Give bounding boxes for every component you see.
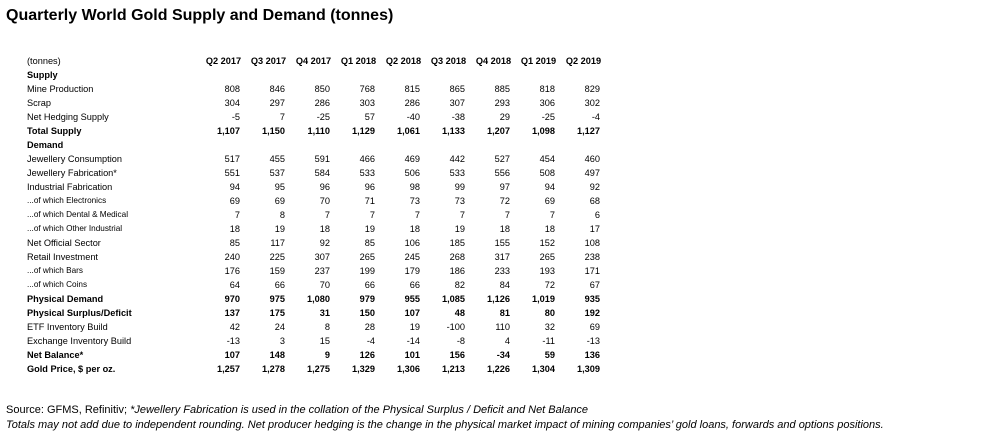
table-cell: 238: [584, 252, 600, 262]
table-cell: 454: [539, 154, 555, 164]
row-label: ...of which Dental & Medical: [27, 210, 129, 219]
table-cell: 71: [364, 196, 375, 206]
table-cell: 7: [414, 210, 420, 220]
table-cell: 107: [224, 350, 240, 360]
table-row: [27, 334, 606, 348]
table-cell: 1,257: [217, 364, 240, 374]
page-title: Quarterly World Gold Supply and Demand (tonnes): [6, 7, 394, 24]
table-cell: 1,213: [442, 364, 465, 374]
table-cell: 1,207: [487, 126, 510, 136]
table-cell: 150: [359, 308, 375, 318]
row-label: Exchange Inventory Build: [27, 336, 132, 346]
table-cell: 268: [449, 252, 465, 262]
table-row: [27, 180, 606, 194]
table-cell: 85: [229, 238, 240, 248]
table-cell: 846: [269, 84, 285, 94]
table-cell: 92: [319, 238, 330, 248]
table-cell: 96: [364, 182, 375, 192]
totals-note: Totals may not add due to independent rounding. Net producer hedging is the change in the physical market impact of mining companies’ gold loans, forwards and options positions.: [6, 419, 884, 431]
table-cell: 306: [539, 98, 555, 108]
table-cell: 4: [504, 336, 510, 346]
units-label: (tonnes): [27, 56, 61, 66]
row-label: Retail Investment: [27, 252, 98, 262]
table-cell: 67: [589, 280, 600, 290]
table-cell: 808: [224, 84, 240, 94]
table-cell: 94: [229, 182, 240, 192]
table-cell: 99: [454, 182, 465, 192]
table-cell: 286: [314, 98, 330, 108]
table-cell: -25: [541, 112, 555, 122]
column-header: Q1 2019: [520, 56, 557, 66]
table-cell: 317: [494, 252, 510, 262]
table-row: [27, 152, 606, 166]
row-label: ...of which Electronics: [27, 196, 107, 205]
table-cell: 108: [584, 238, 600, 248]
column-header: Q3 2017: [250, 56, 287, 66]
table-cell: 159: [269, 266, 285, 276]
table-cell: 293: [494, 98, 510, 108]
table-cell: [381, 138, 426, 152]
table-cell: 9: [324, 350, 330, 360]
table-cell: 7: [459, 210, 465, 220]
table-cell: 18: [229, 224, 240, 234]
source-prefix: Source: GFMS, Refinitiv;: [6, 404, 131, 416]
table-cell: 107: [404, 308, 420, 318]
table-cell: 68: [589, 196, 600, 206]
column-header: Q4 2017: [295, 56, 332, 66]
table-row: [27, 166, 606, 180]
table-cell: 19: [274, 224, 285, 234]
table-cell: 975: [269, 294, 285, 304]
table-cell: 850: [314, 84, 330, 94]
table-cell: [426, 68, 471, 82]
table-cell: 179: [404, 266, 420, 276]
table-cell: 551: [224, 168, 240, 178]
source-note: [6, 404, 588, 416]
table-cell: 1,127: [577, 126, 600, 136]
table-row: [27, 320, 606, 334]
table-cell: 66: [274, 280, 285, 290]
table-cell: [516, 68, 561, 82]
column-header: Q1 2018: [340, 56, 377, 66]
table-cell: 69: [544, 196, 555, 206]
table-cell: 29: [499, 112, 510, 122]
table-row: [27, 222, 606, 236]
table-cell: [201, 68, 246, 82]
row-label: Total Supply: [27, 126, 82, 136]
table-cell: 1,085: [442, 294, 465, 304]
table-row: [27, 264, 606, 278]
table-cell: 7: [549, 210, 555, 220]
table-cell: 59: [544, 350, 555, 360]
table-cell: 18: [544, 224, 555, 234]
table-cell: 466: [359, 154, 375, 164]
row-label: Supply: [27, 70, 58, 80]
table-cell: [201, 138, 246, 152]
table-cell: 7: [324, 210, 330, 220]
table-cell: 979: [359, 294, 375, 304]
table-cell: [381, 68, 426, 82]
table-cell: [246, 138, 291, 152]
table-cell: [246, 68, 291, 82]
table-cell: 497: [584, 168, 600, 178]
table-cell: 591: [314, 154, 330, 164]
table-cell: 829: [584, 84, 600, 94]
table-row: [27, 124, 606, 138]
table-cell: [471, 68, 516, 82]
table-cell: 885: [494, 84, 510, 94]
table-cell: 156: [449, 350, 465, 360]
table-cell: 1,275: [307, 364, 330, 374]
table-cell: 69: [589, 322, 600, 332]
table-row: [27, 236, 606, 250]
table-cell: 970: [224, 294, 240, 304]
jewellery-footnote: *Jewellery Fabrication is used in the collation of the Physical Surplus / Deficit and Net Balance: [130, 404, 589, 416]
table-cell: 69: [274, 196, 285, 206]
table-cell: 460: [584, 154, 600, 164]
table-cell: 303: [359, 98, 375, 108]
table-cell: 152: [539, 238, 555, 248]
table-cell: 110: [495, 322, 510, 332]
table-cell: 171: [584, 266, 600, 276]
table-cell: 955: [404, 294, 420, 304]
table-cell: 302: [584, 98, 600, 108]
table-cell: 19: [409, 322, 420, 332]
table-cell: 533: [359, 168, 375, 178]
table-cell: 28: [364, 322, 375, 332]
table-cell: 97: [499, 182, 510, 192]
table-cell: 506: [404, 168, 420, 178]
table-cell: 155: [494, 238, 510, 248]
table-cell: 1,061: [397, 126, 420, 136]
table-cell: 1,278: [262, 364, 285, 374]
table-cell: 7: [279, 112, 285, 122]
table-cell: 72: [499, 196, 510, 206]
row-label: Physical Surplus/Deficit: [27, 308, 132, 318]
table-row: [27, 96, 606, 110]
table-cell: 32: [544, 322, 555, 332]
table-cell: 304: [224, 98, 240, 108]
table-cell: 442: [449, 154, 465, 164]
table-cell: 18: [319, 224, 330, 234]
table-cell: 818: [539, 84, 555, 94]
table-cell: 1,329: [352, 364, 375, 374]
table-cell: 1,080: [307, 294, 330, 304]
table-cell: [561, 68, 606, 82]
table-cell: 1,098: [532, 126, 555, 136]
table-cell: 1,150: [262, 126, 285, 136]
row-label: ...of which Other Industrial: [27, 224, 123, 233]
table-cell: 70: [319, 196, 330, 206]
table-cell: 70: [319, 280, 330, 290]
table-cell: -100: [446, 322, 465, 332]
table-row: [27, 110, 606, 124]
table-cell: 265: [359, 252, 375, 262]
table-cell: 72: [544, 280, 555, 290]
table-cell: 533: [449, 168, 465, 178]
table-cell: 1,110: [307, 126, 330, 136]
table-cell: 18: [499, 224, 510, 234]
table-row: [27, 194, 606, 208]
table-cell: 185: [449, 238, 465, 248]
row-label: Net Hedging Supply: [27, 112, 109, 122]
table-cell: -5: [231, 112, 240, 122]
table-cell: 1,019: [532, 294, 555, 304]
table-cell: 517: [224, 154, 240, 164]
table-cell: 192: [584, 308, 600, 318]
table-cell: [336, 138, 381, 152]
table-cell: 92: [589, 182, 600, 192]
table-cell: 57: [364, 112, 375, 122]
table-row: [27, 278, 606, 292]
row-label: Demand: [27, 140, 64, 150]
column-header: Q2 2017: [205, 56, 242, 66]
column-header: Q2 2019: [565, 56, 602, 66]
table-cell: 1,306: [397, 364, 420, 374]
row-label: ETF Inventory Build: [27, 322, 108, 332]
table-cell: 19: [454, 224, 465, 234]
table-cell: 18: [409, 224, 420, 234]
table-cell: 15: [319, 336, 330, 346]
table-cell: 508: [539, 168, 555, 178]
table-cell: -40: [406, 112, 420, 122]
row-label: Net Balance*: [27, 350, 84, 360]
table-cell: 469: [404, 154, 420, 164]
table-cell: 82: [454, 280, 465, 290]
table-cell: -4: [366, 336, 375, 346]
table-cell: 80: [544, 308, 555, 318]
table-cell: 240: [224, 252, 240, 262]
table-row: [27, 362, 606, 376]
table-cell: 17: [589, 224, 600, 234]
row-label: Industrial Fabrication: [27, 182, 113, 192]
table-header-row: [27, 54, 606, 68]
row-label: ...of which Coins: [27, 280, 88, 289]
table-cell: 1,304: [532, 364, 555, 374]
table-cell: 48: [454, 308, 465, 318]
table-cell: [561, 138, 606, 152]
table-cell: [291, 68, 336, 82]
row-label: Net Official Sector: [27, 238, 101, 248]
table-cell: 1,107: [217, 126, 240, 136]
table-cell: 101: [404, 350, 420, 360]
row-label: Scrap: [27, 98, 52, 108]
table-cell: 265: [539, 252, 555, 262]
table-cell: 199: [359, 266, 375, 276]
table-cell: 768: [359, 84, 375, 94]
table-cell: 6: [594, 210, 600, 220]
table-cell: 175: [269, 308, 285, 318]
table-cell: 106: [404, 238, 420, 248]
table-cell: 1,126: [487, 294, 510, 304]
table-cell: 8: [324, 322, 330, 332]
column-header: Q4 2018: [475, 56, 512, 66]
table-cell: [426, 138, 471, 152]
table-cell: -25: [316, 112, 330, 122]
row-label: Physical Demand: [27, 294, 104, 304]
table-cell: 96: [319, 182, 330, 192]
table-cell: 865: [449, 84, 465, 94]
column-header: Q2 2018: [385, 56, 422, 66]
table-cell: 24: [274, 322, 285, 332]
table-cell: -13: [586, 336, 600, 346]
table-cell: [516, 138, 561, 152]
table-cell: 85: [364, 238, 375, 248]
table-cell: 64: [229, 280, 240, 290]
table-cell: 527: [494, 154, 510, 164]
column-header: Q3 2018: [430, 56, 467, 66]
table-body: [27, 68, 606, 376]
table-cell: 556: [494, 168, 510, 178]
table-cell: 81: [499, 308, 510, 318]
row-label: ...of which Bars: [27, 266, 83, 275]
table-cell: 537: [269, 168, 285, 178]
table-cell: 7: [504, 210, 510, 220]
row-label: Mine Production: [27, 84, 94, 94]
table-cell: 73: [409, 196, 420, 206]
table-cell: 307: [449, 98, 465, 108]
table-cell: -11: [542, 336, 555, 346]
table-row: [27, 292, 606, 306]
table-cell: [291, 138, 336, 152]
table-cell: 3: [279, 336, 285, 346]
table-row: [27, 306, 606, 320]
table-cell: 7: [234, 210, 240, 220]
table-cell: 84: [499, 280, 510, 290]
table-cell: 935: [584, 294, 600, 304]
table-cell: 66: [409, 280, 420, 290]
table-cell: 7: [369, 210, 375, 220]
table-cell: 69: [229, 196, 240, 206]
section-header-row: [27, 68, 606, 82]
table-cell: 237: [314, 266, 330, 276]
table-cell: 455: [269, 154, 285, 164]
table-cell: 137: [224, 308, 240, 318]
table-row: [27, 348, 606, 362]
row-label: Jewellery Fabrication*: [27, 168, 117, 178]
table-cell: 31: [319, 308, 330, 318]
table-cell: -34: [496, 350, 510, 360]
table-cell: [336, 68, 381, 82]
table-row: [27, 82, 606, 96]
table-cell: -13: [226, 336, 240, 346]
table-cell: -8: [456, 336, 465, 346]
table-cell: 42: [229, 322, 240, 332]
table-cell: [471, 138, 516, 152]
row-label: Jewellery Consumption: [27, 154, 122, 164]
gold-supply-demand-table: [27, 54, 606, 376]
table-cell: 186: [449, 266, 465, 276]
table-cell: 73: [454, 196, 465, 206]
table-cell: -38: [451, 112, 465, 122]
table-cell: -14: [406, 336, 420, 346]
table-cell: 148: [269, 350, 285, 360]
table-row: [27, 250, 606, 264]
table-cell: 233: [494, 266, 510, 276]
table-cell: 297: [269, 98, 285, 108]
table-cell: 94: [544, 182, 555, 192]
table-cell: 126: [359, 350, 375, 360]
table-row: [27, 208, 606, 222]
table-cell: 176: [224, 266, 240, 276]
table-cell: 245: [404, 252, 420, 262]
table-cell: 815: [404, 84, 420, 94]
table-cell: 8: [279, 210, 285, 220]
table-cell: 117: [270, 238, 285, 248]
section-header-row: [27, 138, 606, 152]
table-cell: 225: [269, 252, 285, 262]
row-label: Gold Price, $ per oz.: [27, 364, 116, 374]
table-cell: 584: [314, 168, 330, 178]
table-cell: 95: [274, 182, 285, 192]
table-cell: 19: [364, 224, 375, 234]
table-cell: 136: [584, 350, 600, 360]
table-cell: 286: [404, 98, 420, 108]
table-cell: 1,133: [442, 126, 465, 136]
table-cell: 66: [364, 280, 375, 290]
table-cell: 1,309: [577, 364, 600, 374]
table-cell: 98: [409, 182, 420, 192]
table-cell: 1,226: [487, 364, 510, 374]
table-cell: 307: [314, 252, 330, 262]
table-cell: -4: [591, 112, 600, 122]
table-cell: 1,129: [352, 126, 375, 136]
table-cell: 193: [539, 266, 555, 276]
